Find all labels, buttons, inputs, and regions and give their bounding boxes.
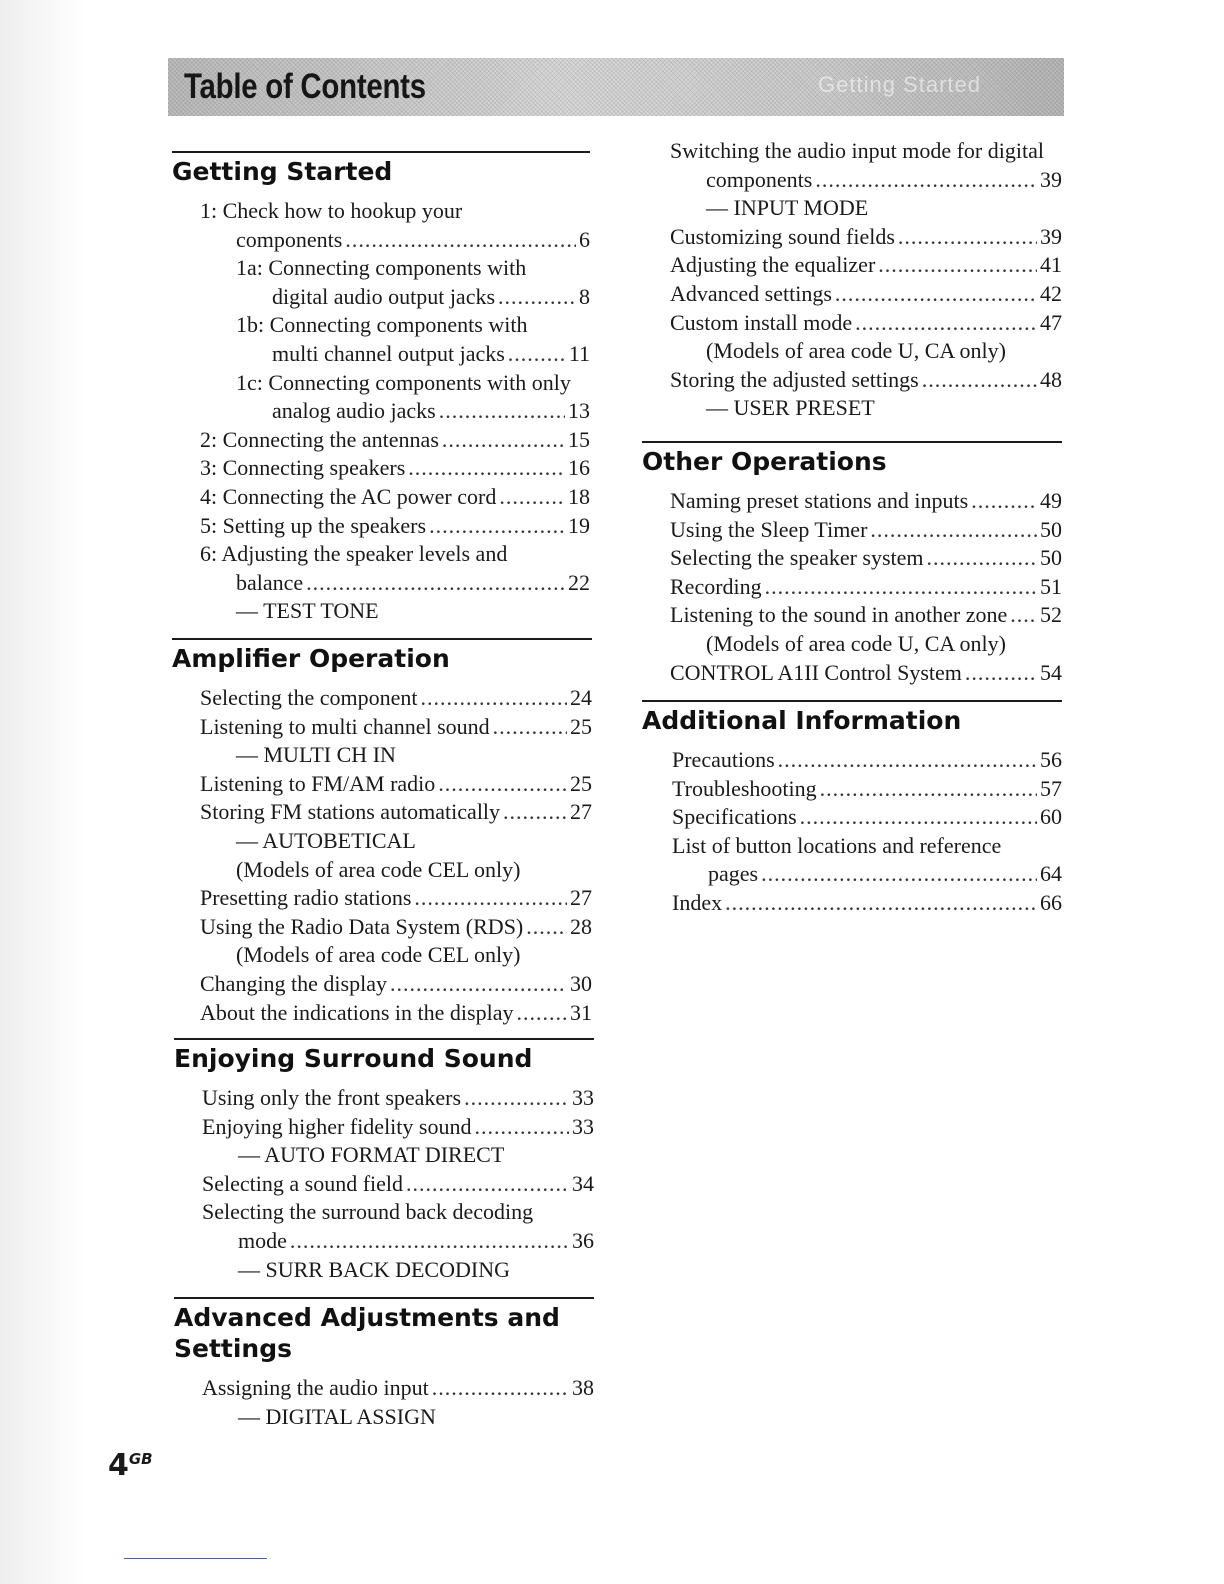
dot-leader xyxy=(508,340,566,369)
toc-entry-row xyxy=(672,803,1062,832)
dot-leader xyxy=(800,803,1037,832)
toc-entry-label: 1a: Connecting components with xyxy=(236,255,527,281)
toc-entry xyxy=(200,569,590,598)
toc-entry-label: (Models of area code U, CA only) xyxy=(706,338,1006,364)
section-advanced-adjustments xyxy=(174,1297,594,1431)
toc-entry-row xyxy=(200,798,592,827)
dot-leader xyxy=(406,1170,569,1199)
toc-entry-row xyxy=(670,659,1062,688)
banner-ghost-text: Getting Started xyxy=(818,72,981,97)
toc-entry-label: Index xyxy=(672,889,723,915)
toc-page-number: 39 xyxy=(1040,166,1062,192)
section-getting-started xyxy=(172,151,590,626)
toc-page-number: 50 xyxy=(1040,545,1062,571)
section-additional-information xyxy=(642,700,1062,918)
title-banner xyxy=(168,58,1064,116)
toc-page-number: 38 xyxy=(572,1375,594,1400)
toc-entry-label: 6: Adjusting the speaker levels and xyxy=(200,541,508,567)
section-heading: Additional Information xyxy=(642,700,1062,736)
toc-entry xyxy=(200,856,592,885)
dot-leader xyxy=(474,1113,569,1142)
dot-leader xyxy=(499,483,565,512)
dot-leader xyxy=(464,1084,569,1113)
toc-entry-label: 2: Connecting the antennas xyxy=(200,426,439,452)
toc-entry-label: 1c: Connecting components with only xyxy=(236,369,571,395)
toc-entry-label: Switching the audio input mode for digital xyxy=(670,138,1044,163)
toc-page-number: 49 xyxy=(1040,488,1062,513)
toc-entry-label: multi channel output jacks xyxy=(272,340,505,366)
dot-leader xyxy=(438,770,567,799)
toc-page-number: 16 xyxy=(568,455,590,481)
toc-entry-row xyxy=(200,884,592,913)
toc-page-number: 36 xyxy=(572,1227,594,1253)
toc-entry-row xyxy=(672,775,1062,804)
toc-page-number: 30 xyxy=(570,970,592,996)
toc-entry xyxy=(202,1374,594,1403)
toc-entry xyxy=(200,254,590,283)
toc-entry xyxy=(200,369,590,398)
toc-entry-label: 5: Setting up the speakers xyxy=(200,512,427,538)
dot-leader xyxy=(855,309,1037,338)
toc-entry-row xyxy=(670,223,1062,252)
dot-leader xyxy=(345,226,576,255)
toc-entry-label: Custom install mode xyxy=(670,309,853,335)
toc-entry xyxy=(200,226,590,255)
toc-entry xyxy=(202,1141,594,1170)
dot-leader xyxy=(442,426,565,455)
toc-entry-label: Adjusting the equalizer xyxy=(670,252,876,278)
dot-leader xyxy=(421,684,568,713)
toc-page-number: 64 xyxy=(1040,861,1062,887)
toc-entry-label: Selecting the surround back decoding xyxy=(202,1199,534,1225)
dot-leader xyxy=(414,884,567,913)
dot-leader xyxy=(493,713,567,742)
toc-entry xyxy=(202,1198,594,1227)
toc-entry-label: CONTROL A1II Control System xyxy=(670,659,962,685)
dot-leader xyxy=(390,970,567,999)
toc-entry xyxy=(200,884,592,913)
toc-entry xyxy=(200,512,590,541)
toc-page-number: 25 xyxy=(570,770,592,796)
toc-entry xyxy=(200,397,590,426)
section-heading: Advanced Adjustments and Settings xyxy=(174,1297,594,1364)
toc-page-number: 60 xyxy=(1040,804,1062,830)
toc-entry xyxy=(670,516,1062,545)
toc-entry-label: — AUTO FORMAT DIRECT xyxy=(238,1142,505,1168)
toc-entry-row xyxy=(670,601,1062,630)
toc-entry-row xyxy=(200,770,592,799)
toc-entry-label: Assigning the audio input xyxy=(202,1375,429,1400)
toc-entry-row xyxy=(200,684,592,713)
toc-page-number: 19 xyxy=(568,512,590,538)
dot-leader xyxy=(922,366,1037,395)
toc-entry-label: Using the Radio Data System (RDS) xyxy=(200,913,524,939)
dot-leader xyxy=(290,1227,569,1256)
toc-entry-row xyxy=(708,860,1062,889)
toc-entry-row xyxy=(670,487,1062,516)
toc-entry-label: — INPUT MODE xyxy=(706,195,869,221)
toc-entry-label: Storing the adjusted settings xyxy=(670,366,919,392)
toc-entry-label: Listening to FM/AM radio xyxy=(200,770,436,796)
toc-page-number: 25 xyxy=(570,713,592,739)
toc-entry-label: 4: Connecting the AC power cord xyxy=(200,483,497,509)
toc-entry xyxy=(670,544,1062,573)
toc-page-number: 34 xyxy=(572,1170,594,1196)
page-number xyxy=(108,1448,153,1483)
toc-entry-label: analog audio jacks xyxy=(272,398,436,424)
toc-entry xyxy=(670,630,1062,659)
toc-entry-label: components xyxy=(706,166,813,192)
section-enjoying-surround-sound xyxy=(174,1038,594,1284)
dot-leader xyxy=(820,775,1037,804)
dot-leader xyxy=(878,251,1037,280)
toc-page-number: 6 xyxy=(579,226,590,252)
dot-leader xyxy=(765,573,1037,602)
entry-list xyxy=(672,746,1062,918)
toc-entry-row xyxy=(670,516,1062,545)
toc-entry-label: Troubleshooting xyxy=(672,775,817,801)
toc-entry-label: Selecting the component xyxy=(200,685,418,710)
toc-entry-row xyxy=(670,251,1062,280)
toc-page-number: 28 xyxy=(570,913,592,939)
toc-entry-row xyxy=(200,913,592,942)
toc-entry-label: Presetting radio stations xyxy=(200,885,412,911)
page-number-digit: 4 xyxy=(108,1448,129,1483)
toc-entry-row xyxy=(200,512,590,541)
toc-page-number: 57 xyxy=(1040,775,1062,801)
dot-leader xyxy=(1010,601,1037,630)
toc-entry-row xyxy=(672,889,1062,918)
toc-entry xyxy=(200,970,592,999)
dot-leader xyxy=(835,280,1037,309)
toc-page-number: 39 xyxy=(1040,223,1062,249)
dot-leader xyxy=(498,283,576,312)
section-heading: Enjoying Surround Sound xyxy=(174,1038,594,1074)
toc-entry xyxy=(670,137,1062,166)
toc-page-number: 66 xyxy=(1040,889,1062,915)
toc-page-number: 51 xyxy=(1040,573,1062,599)
toc-page-number: 48 xyxy=(1040,366,1062,392)
toc-entry-row xyxy=(200,713,592,742)
toc-entry xyxy=(670,280,1062,309)
toc-page-number: 15 xyxy=(568,426,590,452)
toc-page-number: 33 xyxy=(572,1113,594,1139)
section-amplifier-operation xyxy=(172,638,592,1027)
toc-page-number: 54 xyxy=(1040,659,1062,685)
toc-entry-row xyxy=(272,283,590,312)
toc-page-number: 27 xyxy=(570,799,592,825)
toc-entry-label: Changing the display xyxy=(200,970,387,996)
dot-leader xyxy=(971,487,1037,516)
toc-entry xyxy=(200,999,592,1028)
toc-entry-label: — TEST TONE xyxy=(236,598,379,624)
toc-entry xyxy=(200,684,592,713)
page-number-suffix: GB xyxy=(128,1450,153,1468)
toc-entry-label: Recording xyxy=(670,573,762,599)
toc-entry-label: Listening to the sound in another zone xyxy=(670,602,1008,628)
toc-page-number: 50 xyxy=(1040,516,1062,542)
toc-entry xyxy=(670,166,1062,195)
toc-entry-label: About the indications in the display xyxy=(200,999,514,1025)
toc-entry-label: (Models of area code CEL only) xyxy=(236,942,521,968)
toc-entry xyxy=(672,746,1062,775)
toc-page-number: 33 xyxy=(572,1085,594,1110)
entry-list xyxy=(202,1374,594,1431)
toc-page-number: 11 xyxy=(568,340,590,366)
toc-entry xyxy=(670,194,1062,223)
toc-entry xyxy=(670,223,1062,252)
section-advanced-continued xyxy=(670,137,1062,423)
toc-entry-label: Selecting a sound field xyxy=(202,1170,404,1196)
toc-entry xyxy=(670,573,1062,602)
dot-leader xyxy=(927,544,1037,573)
toc-entry-label: Storing FM stations automatically xyxy=(200,799,501,825)
section-heading: Getting Started xyxy=(172,151,590,187)
toc-entry xyxy=(200,741,592,770)
toc-entry xyxy=(200,941,592,970)
toc-page-number: 13 xyxy=(568,398,590,424)
toc-page-number: 41 xyxy=(1040,252,1062,278)
toc-entry xyxy=(672,803,1062,832)
toc-entry-label: digital audio output jacks xyxy=(272,283,496,309)
dot-leader xyxy=(778,746,1037,775)
toc-entry-row xyxy=(200,999,592,1028)
toc-entry xyxy=(672,889,1062,918)
toc-entry-label: Advanced settings xyxy=(670,280,832,306)
toc-entry-label: pages xyxy=(708,861,759,887)
page-title: Table of Contents xyxy=(184,67,426,106)
toc-entry xyxy=(672,860,1062,889)
toc-entry-row xyxy=(236,226,590,255)
toc-entry xyxy=(200,770,592,799)
toc-entry xyxy=(200,483,590,512)
toc-entry xyxy=(200,597,590,626)
toc-entry xyxy=(200,454,590,483)
toc-entry-row xyxy=(670,280,1062,309)
toc-entry-label: balance xyxy=(236,569,304,595)
dot-leader xyxy=(429,512,565,541)
toc-entry-row xyxy=(670,366,1062,395)
dot-leader xyxy=(815,166,1037,195)
toc-entry-label: — MULTI CH IN xyxy=(236,742,396,768)
toc-page-number: 31 xyxy=(570,999,592,1025)
toc-entry xyxy=(200,913,592,942)
toc-entry xyxy=(670,366,1062,395)
toc-entry-label: — USER PRESET xyxy=(706,395,875,421)
toc-entry-row xyxy=(200,970,592,999)
toc-entry-row xyxy=(272,397,590,426)
toc-entry-label: Using only the front speakers xyxy=(202,1085,462,1110)
toc-entry-row xyxy=(202,1170,594,1199)
toc-entry-label: Selecting the speaker system xyxy=(670,545,924,571)
toc-entry-row xyxy=(202,1113,594,1142)
toc-entry-label: Using the Sleep Timer xyxy=(670,516,868,542)
toc-entry-label: (Models of area code U, CA only) xyxy=(706,630,1006,656)
toc-entry-row xyxy=(236,569,590,598)
toc-entry-row xyxy=(200,483,590,512)
toc-entry xyxy=(202,1256,594,1285)
toc-entry-row xyxy=(202,1084,594,1113)
toc-entry-row xyxy=(202,1374,594,1403)
footer-rule xyxy=(124,1558,267,1559)
toc-entry-row xyxy=(670,573,1062,602)
toc-entry xyxy=(200,540,590,569)
section-heading: Other Operations xyxy=(642,441,1062,477)
toc-entry-label: Naming preset stations and inputs xyxy=(670,488,969,513)
toc-page-number: 24 xyxy=(570,685,592,710)
toc-page-number: 56 xyxy=(1040,747,1062,772)
toc-entry-label: 3: Connecting speakers xyxy=(200,455,406,481)
toc-entry xyxy=(670,394,1062,423)
entry-list xyxy=(200,684,592,1027)
toc-entry xyxy=(672,775,1062,804)
toc-page-number: 18 xyxy=(568,483,590,509)
toc-entry-row xyxy=(272,340,590,369)
toc-entry xyxy=(670,251,1062,280)
toc-page-number: 47 xyxy=(1040,309,1062,335)
toc-entry xyxy=(202,1113,594,1142)
toc-entry xyxy=(670,309,1062,338)
toc-page-number: 27 xyxy=(570,885,592,911)
toc-entry xyxy=(202,1084,594,1113)
toc-entry-row xyxy=(670,309,1062,338)
toc-entry-label: — SURR BACK DECODING xyxy=(238,1256,510,1282)
entry-list xyxy=(670,137,1062,423)
toc-page-number: 22 xyxy=(568,569,590,595)
dot-leader xyxy=(503,798,567,827)
dot-leader xyxy=(432,1374,569,1403)
toc-entry-label: 1b: Connecting components with xyxy=(236,312,528,338)
section-other-operations xyxy=(642,441,1062,687)
toc-entry-label: components xyxy=(236,226,343,252)
toc-entry-row xyxy=(238,1227,594,1256)
dot-leader xyxy=(439,397,565,426)
toc-page-number: 42 xyxy=(1040,280,1062,306)
toc-entry xyxy=(200,713,592,742)
toc-entry-row xyxy=(200,454,590,483)
toc-entry-row xyxy=(200,426,590,455)
toc-entry-row xyxy=(706,166,1062,195)
toc-entry xyxy=(200,197,590,226)
dot-leader xyxy=(761,860,1037,889)
toc-entry-label: Enjoying higher fidelity sound xyxy=(202,1113,472,1139)
toc-entry xyxy=(200,426,590,455)
toc-entry-label: Precautions xyxy=(672,747,775,772)
toc-entry xyxy=(670,337,1062,366)
dot-leader xyxy=(870,516,1037,545)
toc-entry-label: (Models of area code CEL only) xyxy=(236,856,521,882)
toc-page-number: 8 xyxy=(579,283,590,309)
toc-entry xyxy=(200,340,590,369)
dot-leader xyxy=(306,569,565,598)
toc-entry-row xyxy=(672,746,1062,775)
toc-entry xyxy=(200,827,592,856)
scan-edge-shade xyxy=(0,0,85,1584)
toc-entry-label: — AUTOBETICAL xyxy=(236,827,416,853)
toc-entry xyxy=(200,283,590,312)
toc-entry xyxy=(202,1170,594,1199)
toc-entry xyxy=(200,311,590,340)
dot-leader xyxy=(965,659,1037,688)
toc-entry-label: — DIGITAL ASSIGN xyxy=(238,1403,436,1429)
toc-entry xyxy=(670,487,1062,516)
toc-entry-label: mode xyxy=(238,1227,287,1253)
toc-entry xyxy=(672,832,1062,861)
dot-leader xyxy=(408,454,565,483)
toc-entry-label: Specifications xyxy=(672,804,797,830)
dot-leader xyxy=(526,913,567,942)
toc-page-number: 52 xyxy=(1040,602,1062,628)
dot-leader xyxy=(725,889,1037,918)
entry-list xyxy=(200,197,590,626)
toc-entry-row xyxy=(670,544,1062,573)
toc-entry-label: List of button locations and reference xyxy=(672,832,1002,858)
dot-leader xyxy=(516,999,567,1028)
section-heading: Amplifier Operation xyxy=(172,638,592,674)
toc-entry-label: Customizing sound fields xyxy=(670,223,895,249)
entry-list xyxy=(202,1084,594,1284)
entry-list xyxy=(670,487,1062,687)
toc-entry xyxy=(670,601,1062,630)
toc-entry-label: 1: Check how to hookup your xyxy=(200,198,463,223)
toc-entry xyxy=(670,659,1062,688)
dot-leader xyxy=(898,223,1037,252)
toc-entry-label: Listening to multi channel sound xyxy=(200,713,490,739)
toc-entry xyxy=(200,798,592,827)
toc-entry xyxy=(202,1403,594,1432)
toc-entry xyxy=(202,1227,594,1256)
